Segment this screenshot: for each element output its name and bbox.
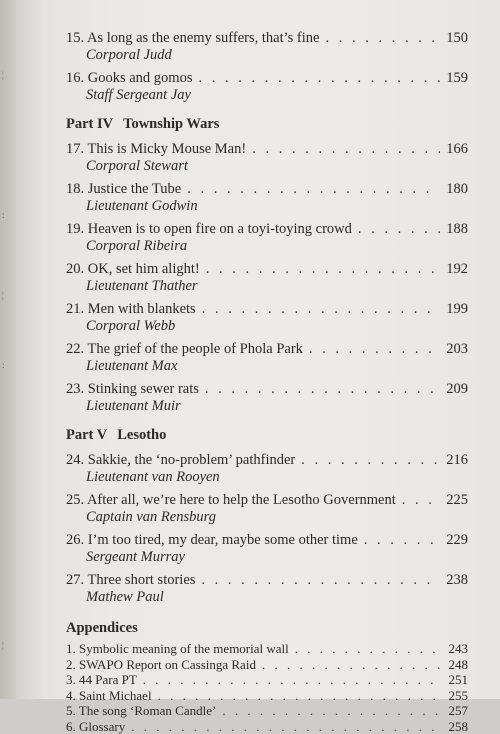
toc-entry (66, 532, 468, 566)
leader-dots (325, 30, 440, 47)
appendix-entry (66, 657, 468, 673)
bleed-mark: ¦ (2, 290, 4, 300)
appendix-entry (66, 719, 468, 734)
part-label: Part V (66, 427, 107, 443)
entry-page: 238 (446, 572, 468, 589)
entry-title: 27. Three short stories (66, 572, 195, 589)
part-name: Lesotho (117, 427, 166, 443)
entry-author: Mathew Paul (66, 589, 468, 606)
leader-dots (187, 181, 440, 198)
toc-entry (66, 221, 468, 255)
bleed-mark: ¦ (2, 640, 4, 650)
entry-page: 243 (449, 641, 469, 657)
entry-title: 17. This is Micky Mouse Man! (66, 141, 246, 158)
leader-dots (131, 719, 442, 734)
entry-title: 2. SWAPO Report on Cassinga Raid (66, 657, 256, 673)
bleed-mark: : (2, 210, 5, 220)
entry-page: 166 (446, 141, 468, 158)
entry-title: 22. The grief of the people of Phola Park (66, 341, 303, 358)
entry-page: 159 (446, 70, 468, 87)
leader-dots (143, 672, 443, 688)
entry-page: 192 (446, 261, 468, 278)
appendices-heading: Appendices (66, 620, 468, 637)
entry-page: 180 (446, 181, 468, 198)
entry-author: Lieutenant Max (66, 358, 468, 375)
entry-page: 251 (449, 672, 469, 688)
part-heading (66, 116, 468, 133)
leader-dots (364, 532, 440, 549)
toc-entry (66, 341, 468, 375)
book-page (16, 0, 500, 699)
leader-dots (205, 381, 440, 398)
entry-author: Lieutenant Thather (66, 278, 468, 295)
appendices-list (66, 641, 468, 734)
entry-page: 150 (446, 30, 468, 47)
leader-dots (309, 341, 440, 358)
toc-entry (66, 261, 468, 295)
leader-dots (295, 641, 443, 657)
entry-author: Corporal Stewart (66, 158, 468, 175)
entry-page: 225 (446, 492, 468, 509)
toc-entry (66, 70, 468, 104)
entry-title: 6. Glossary (66, 719, 125, 734)
entry-author: Staff Sergeant Jay (66, 87, 468, 104)
entry-title: 18. Justice the Tube (66, 181, 181, 198)
entry-author: Lieutenant van Rooyen (66, 469, 468, 486)
leader-dots (202, 301, 441, 318)
entry-title: 21. Men with blankets (66, 301, 196, 318)
entry-author: Corporal Webb (66, 318, 468, 335)
entry-author: Sergeant Murray (66, 549, 468, 566)
leader-dots (358, 221, 440, 238)
toc-entry (66, 141, 468, 175)
table-of-contents (66, 30, 468, 734)
entry-title: 19. Heaven is to open fire on a toyi-toying crowd (66, 221, 352, 238)
leader-dots (206, 261, 441, 278)
appendix-entry (66, 641, 468, 657)
leader-dots (201, 572, 440, 589)
entry-title: 23. Stinking sewer rats (66, 381, 199, 398)
entry-title: 3. 44 Para PT (66, 672, 137, 688)
entry-page: 248 (449, 657, 469, 673)
toc-entry (66, 181, 468, 215)
entry-author: Lieutenant Muir (66, 398, 468, 415)
appendix-entry (66, 672, 468, 688)
entry-title: 24. Sakkie, the ‘no-problem’ pathfinder (66, 452, 295, 469)
entry-author: Lieutenant Godwin (66, 198, 468, 215)
appendix-entry (66, 703, 468, 719)
toc-entry (66, 452, 468, 486)
appendix-entry (66, 688, 468, 704)
entry-page: 209 (446, 381, 468, 398)
entry-page: 229 (446, 532, 468, 549)
entry-page: 257 (449, 703, 469, 719)
part-heading (66, 427, 468, 444)
entry-author: Corporal Ribeira (66, 238, 468, 255)
entry-title: 1. Symbolic meaning of the memorial wall (66, 641, 289, 657)
leader-dots (252, 141, 440, 158)
toc-entry (66, 492, 468, 526)
entry-title: 20. OK, set him alight! (66, 261, 200, 278)
entry-page: 216 (446, 452, 468, 469)
entry-title: 15. As long as the enemy suffers, that’s fine (66, 30, 319, 47)
entry-page: 199 (446, 301, 468, 318)
entry-author: Corporal Judd (66, 47, 468, 64)
toc-entry (66, 381, 468, 415)
toc-entry (66, 572, 468, 606)
entry-page: 258 (449, 719, 469, 734)
leader-dots (222, 703, 442, 719)
entry-page: 255 (449, 688, 469, 704)
toc-entry (66, 301, 468, 335)
entry-title: 25. After all, we’re here to help the Lesotho Government (66, 492, 396, 509)
leader-dots (301, 452, 440, 469)
leader-dots (262, 657, 443, 673)
part-label: Part IV (66, 116, 113, 132)
leader-dots (158, 688, 443, 704)
bleed-mark: : (2, 360, 5, 370)
entry-title: 16. Gooks and gomos (66, 70, 192, 87)
leader-dots (402, 492, 440, 509)
entry-title: 4. Saint Michael (66, 688, 152, 704)
part-name: Township Wars (123, 116, 219, 132)
entry-title: 26. I’m too tired, my dear, maybe some other time (66, 532, 358, 549)
leader-dots (198, 70, 440, 87)
entry-page: 203 (446, 341, 468, 358)
toc-entry (66, 30, 468, 64)
entry-page: 188 (446, 221, 468, 238)
bleed-mark: ¦ (2, 70, 4, 80)
entry-author: Captain van Rensburg (66, 509, 468, 526)
entry-title: 5. The song ‘Roman Candle’ (66, 703, 216, 719)
